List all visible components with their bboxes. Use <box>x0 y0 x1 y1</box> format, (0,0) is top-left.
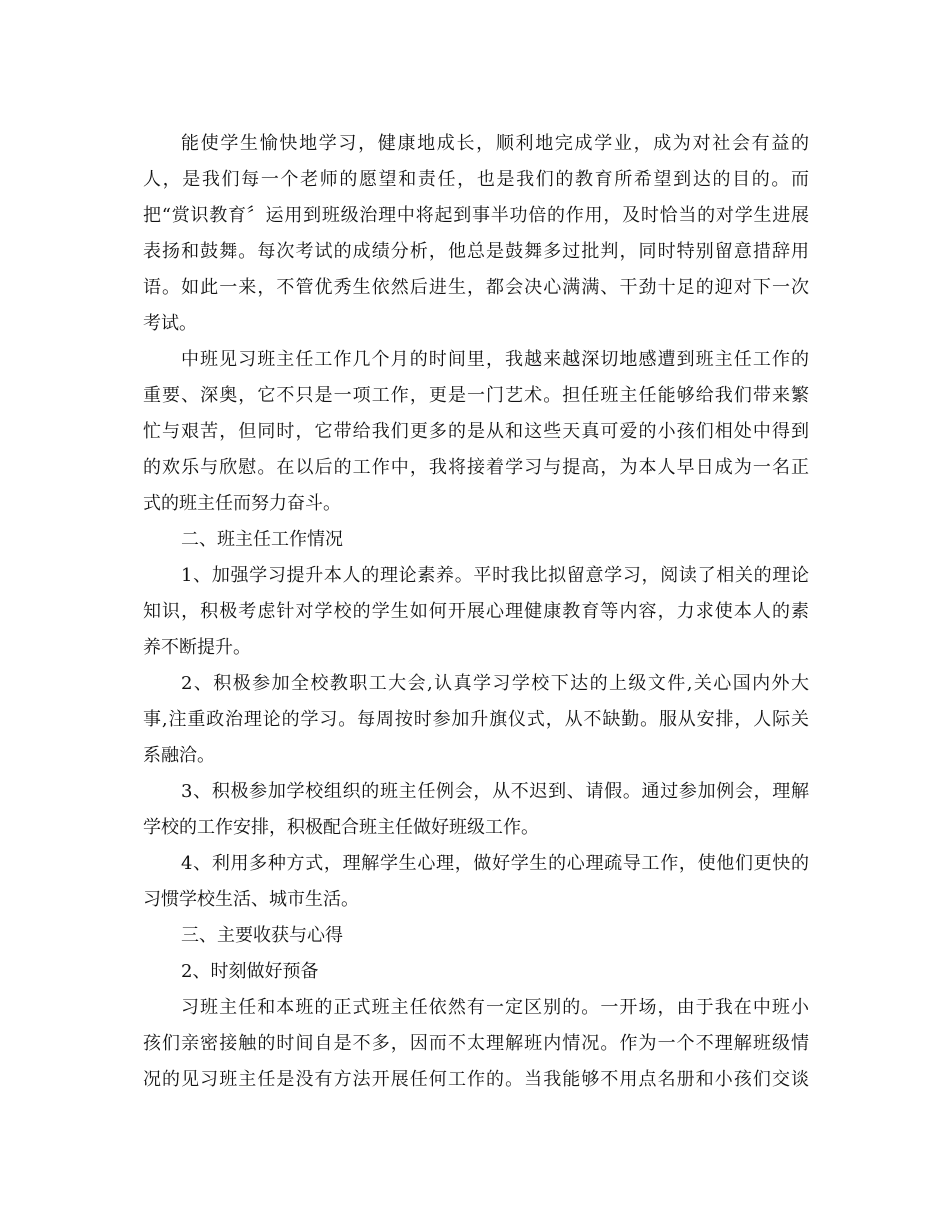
text-line: 表扬和鼓舞。每次考试的成绩分析，他总是鼓舞多过批判，同时特别留意措辞用 <box>143 241 809 262</box>
text-line: 把“赏识教育〞运用到班级治理中将起到事半功倍的作用，及时恰当的对学生进展 <box>143 205 809 226</box>
section-heading-work-status <box>143 522 809 558</box>
text-line: 中班见习班主任工作几个月的时间里，我越来越深切地感遭到班主任工作的 <box>181 349 809 370</box>
text-line: 式的班主任而努力奋斗。 <box>143 493 341 514</box>
text-line: 忙与艰苦，但同时，它带给我们更多的是从和这些天真可爱的小孩们相处中得到 <box>143 421 809 442</box>
paragraph-prepare-body <box>143 990 809 1098</box>
paragraph-item-3 <box>143 774 809 846</box>
text-line: 重要、深奥，它不只是一项工作，更是一门艺术。担任班主任能够给我们带来繁 <box>143 385 809 406</box>
text-line: 学校的工作安排，积极配合班主任做好班级工作。 <box>143 817 539 838</box>
paragraph-item-2 <box>143 666 809 774</box>
text-line: 的欢乐与欣慰。在以后的工作中，我将接着学习与提高，为本人早日成为一名正 <box>143 457 809 478</box>
text-line: 知识，积极考虑针对学校的学生如何开展心理健康教育等内容，力求使本人的素 <box>143 601 809 622</box>
text-line: 3、积极参加学校组织的班主任例会，从不迟到、请假。通过参加例会，理解 <box>181 781 809 802</box>
text-line: 况的见习班主任是没有方法开展任何工作的。当我能够不用点名册和小孩们交谈 <box>143 1069 809 1090</box>
text-line: 习惯学校生活、城市生活。 <box>143 889 359 910</box>
text-line: 语。如此一来，不管优秀生依然后进生，都会决心满满、干劲十足的迎对下一次 <box>143 277 809 298</box>
text-line: 事,注重政治理论的学习。每周按时参加升旗仪式，从不缺勤。服从安排，人际关 <box>143 709 809 730</box>
paragraph-praise-education <box>143 126 809 342</box>
section-heading: 二、班主任工作情况 <box>181 529 343 550</box>
section-heading-gains <box>143 918 809 954</box>
text-line: 系融洽。 <box>143 745 215 766</box>
text-line: 1、加强学习提升本人的理论素养。平时我比拟留意学习，阅读了相关的理论 <box>181 565 809 586</box>
subheading-prepare <box>143 954 809 990</box>
text-line: 能使学生愉快地学习，健康地成长，顺利地完成学业，成为对社会有益的 <box>181 133 809 154</box>
paragraph-reflection <box>143 342 809 522</box>
text-line: 4、利用多种方式，理解学生心理，做好学生的心理疏导工作，使他们更快的 <box>181 853 809 874</box>
paragraph-item-1 <box>143 558 809 666</box>
section-heading: 三、主要收获与心得 <box>181 925 343 946</box>
text-line: 2、积极参加全校教职工大会,认真学习学校下达的上级文件,关心国内外大 <box>181 673 809 694</box>
text-line: 习班主任和本班的正式班主任依然有一定区别的。一开场，由于我在中班小 <box>181 997 809 1018</box>
text-line: 考试。 <box>143 313 197 334</box>
text-line: 养不断提升。 <box>143 637 251 658</box>
subheading: 2、时刻做好预备 <box>181 961 319 982</box>
document-page <box>143 126 809 1098</box>
paragraph-item-4 <box>143 846 809 918</box>
text-line: 孩们亲密接触的时间自是不多，因而不太理解班内情况。作为一个不理解班级情 <box>143 1033 809 1054</box>
text-line: 人，是我们每一个老师的愿望和责任，也是我们的教育所希望到达的目的。而 <box>143 169 809 190</box>
